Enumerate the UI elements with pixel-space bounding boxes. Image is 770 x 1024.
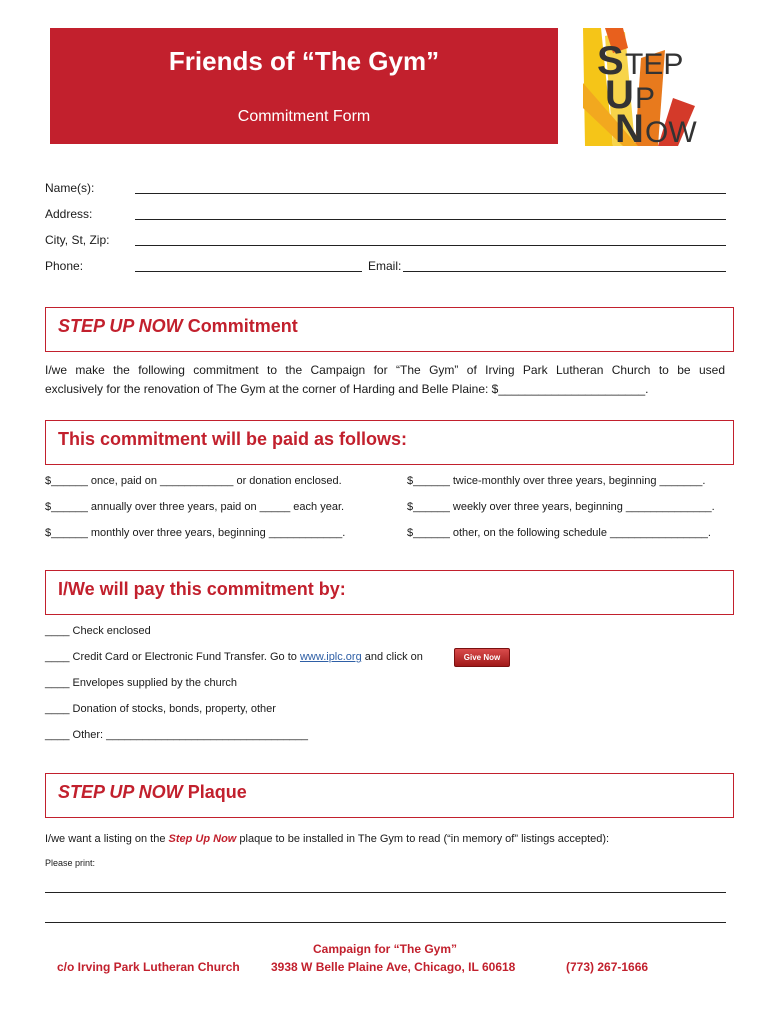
footer-campaign: Campaign for “The Gym”: [312, 942, 458, 956]
footer-address: 3938 W Belle Plaine Ave, Chicago, IL 60618: [271, 960, 516, 974]
plaque-title-italic: STEP UP NOW: [58, 782, 183, 802]
city-field[interactable]: [135, 245, 726, 246]
plaque-title-rest: Plaque: [182, 782, 247, 802]
method-other[interactable]: ____ Other: _________________________________: [45, 729, 309, 741]
logo-letter-p: P: [635, 82, 656, 115]
step-up-now-logo: [583, 28, 733, 146]
method-credit-prefix: ____ Credit Card or Electronic Fund Transfer. Go to: [45, 651, 300, 663]
footer-phone: (773) 267-1666: [566, 960, 649, 974]
plaque-line-1[interactable]: [45, 892, 726, 893]
commitment-para-line2: exclusively for the renovation of The Gym at the corner of Harding and Belle Plaine: $______________________.: [45, 382, 649, 396]
logo-letter-u: U: [605, 73, 634, 117]
commitment-section-title: [58, 316, 298, 337]
logo-letter-s: S: [597, 39, 624, 83]
email-label: Email:: [368, 259, 402, 273]
address-label: Address:: [45, 207, 93, 221]
iplc-link[interactable]: www.iplc.org: [299, 651, 362, 663]
payment-section-box: [45, 420, 734, 465]
method-donation[interactable]: ____ Donation of stocks, bonds, property, other: [45, 703, 276, 715]
names-label: Name(s):: [45, 181, 95, 195]
payment-option-twice-monthly[interactable]: $______ twice-monthly over three years, beginning _______.: [407, 475, 706, 487]
plaque-para-prefix: I/we want a listing on the: [45, 833, 169, 845]
form-subtitle: Commitment Form: [237, 108, 371, 125]
city-label: City, St, Zip:: [45, 233, 110, 247]
plaque-line-2[interactable]: [45, 922, 726, 923]
email-field[interactable]: [403, 271, 726, 272]
payment-section-title: This commitment will be paid as follows:: [58, 429, 408, 449]
method-section-title: I/We will pay this commitment by:: [58, 579, 346, 599]
payment-option-other[interactable]: $______ other, on the following schedule ________________.: [407, 527, 711, 539]
commitment-title-italic: STEP UP NOW: [58, 316, 183, 336]
commitment-title-rest: Commitment: [182, 316, 298, 336]
plaque-para-highlight: Step Up Now: [168, 833, 237, 845]
commitment-section-box: [45, 307, 734, 352]
method-check[interactable]: ____ Check enclosed: [45, 625, 151, 637]
logo-text-tep: TEP: [625, 48, 684, 81]
commitment-para-line1: I/we make the following commitment to the Campaign for “The Gym” of Irving Park Lutheran Church to be used: [45, 363, 725, 377]
phone-field[interactable]: [135, 271, 362, 272]
names-field[interactable]: [135, 193, 726, 194]
plaque-section-box: [45, 773, 734, 818]
payment-option-annually[interactable]: $______ annually over three years, paid on _____ each year.: [45, 501, 345, 513]
plaque-section-title: [58, 782, 247, 803]
method-envelopes[interactable]: ____ Envelopes supplied by the church: [45, 677, 238, 689]
phone-label: Phone:: [45, 259, 84, 273]
method-credit-suffix: and click on: [361, 651, 423, 663]
form-title: Friends of “The Gym”: [168, 46, 440, 76]
payment-option-once[interactable]: $______ once, paid on ____________ or donation enclosed.: [45, 475, 342, 487]
address-field[interactable]: [135, 219, 726, 220]
plaque-para-suffix: plaque to be installed in The Gym to read (“in memory of” listings accepted):: [236, 833, 610, 845]
logo-text-ow: OW: [645, 116, 697, 146]
method-section-box: [45, 570, 734, 615]
logo-graphic: [583, 28, 733, 146]
footer-care-of: c/o Irving Park Lutheran Church: [57, 960, 240, 974]
commitment-paragraph: [45, 361, 725, 399]
method-credit[interactable]: [45, 651, 423, 663]
payment-option-monthly[interactable]: $______ monthly over three years, beginning ____________.: [45, 527, 346, 539]
give-now-button[interactable]: Give Now: [454, 648, 510, 667]
plaque-paragraph: [45, 833, 609, 845]
logo-letter-n: N: [615, 107, 644, 146]
header-banner: [50, 28, 558, 144]
payment-option-weekly[interactable]: $______ weekly over three years, beginning ______________.: [407, 501, 715, 513]
please-print-label: Please print:: [45, 858, 96, 868]
